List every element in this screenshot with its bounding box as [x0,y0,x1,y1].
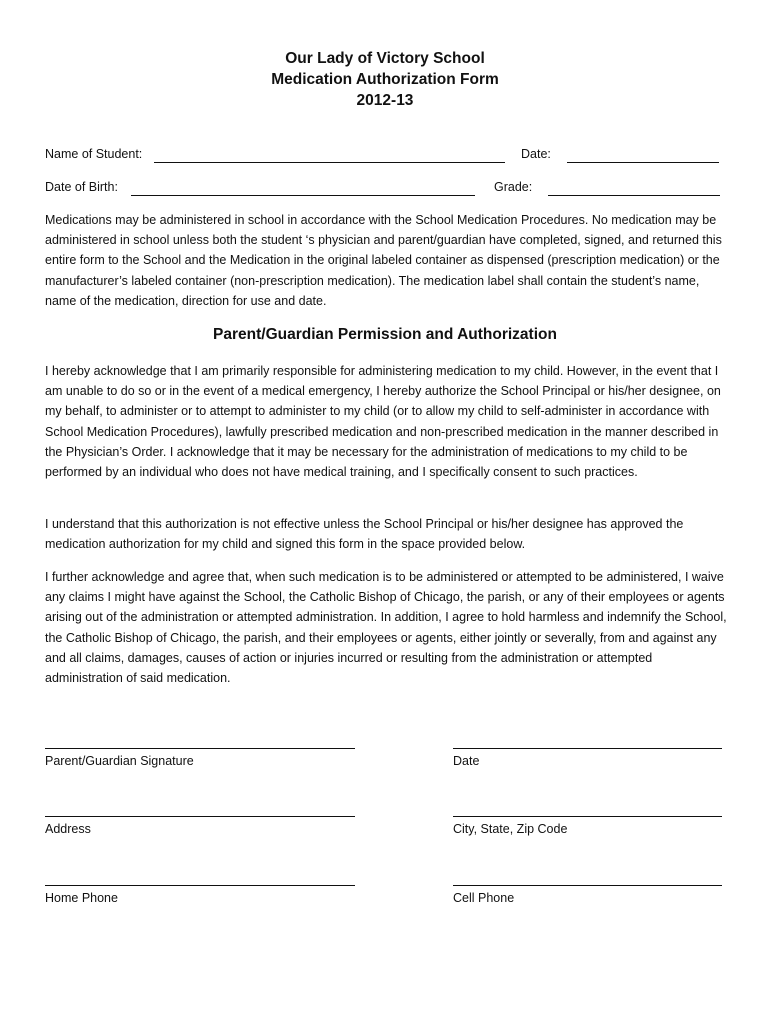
authorization-paragraph-2: I understand that this authorization is not effective unless the School Principal or his/her designee has approved the medication authorization for my child and signed this form in the space provided below. [45,517,684,552]
signature-date-block [453,748,722,768]
school-year: 2012-13 [356,92,414,109]
parent-signature-label: Parent/Guardian Signature [45,754,194,768]
signature-date-field[interactable] [453,748,722,749]
name-of-student-field[interactable] [154,162,505,163]
authorization-paragraph-1: I hereby acknowledge that I am primarily responsible for administering medication to my child. However, in the event that I am unable to do so or in the event of a medical emergency, I hereby authorize the School Principal or his/her designee, on my behalf, to administer or to attempt to administer to my child (or to allow my child to self-administer in accordance with School Medication Procedures), lawfully prescribed medication and non-prescribed medication in the manner described in the Physician’s Order. I acknowledge that it may be necessary for the administration of medications to my child to be performed by an individual who does not have medical training, and I specifically consent to such practices. [45,364,721,480]
intro-paragraph: Medications may be administered in school in accordance with the School Medication Procedures. No medication may be administered in school unless both the student ‘s physician and parent/guardian have completed, signed, and returned this entire form to the School and the Medication in the original labeled container as dispensed (prescription medication) or the manufacturer’s labeled container (non-prescription medication). The medication label shall contain the student’s name, name of the medication, direction for use and date. [45,213,722,308]
form-header [0,48,770,111]
home-phone-label: Home Phone [45,891,118,905]
parent-signature-field[interactable] [45,748,355,749]
date-label: Date: [521,147,551,161]
student-name-row [45,147,725,167]
date-of-birth-field[interactable] [131,195,475,196]
address-field[interactable] [45,816,355,817]
city-state-zip-block [453,816,722,836]
form-title: Medication Authorization Form [271,71,499,88]
authorization-paragraph-3: I further acknowledge and agree that, when such medication is to be administered or attempted to be administered, I waive any claims I might have against the School, the Catholic Bishop of Chicago, the parish, or any of their employees or agents arising out of the administration or attempted administration. In addition, I agree to hold harmless and indemnify the School, the Catholic Bishop of Chicago, the parish, and their employees or agents, either jointly or severally, from and against any and all claims, damages, causes of action or injuries incurred or resulting from the administration or attempted administration of said medication. [45,570,727,686]
section-heading: Parent/Guardian Permission and Authorization [213,326,557,343]
city-state-zip-label: City, State, Zip Code [453,822,568,836]
cell-phone-field[interactable] [453,885,722,886]
birth-grade-row [45,180,725,200]
cell-phone-block [453,885,722,905]
parent-signature-block [45,748,355,768]
signature-date-label: Date [453,754,480,768]
grade-field[interactable] [548,195,720,196]
address-label: Address [45,822,91,836]
home-phone-field[interactable] [45,885,355,886]
date-of-birth-label: Date of Birth: [45,180,118,194]
cell-phone-label: Cell Phone [453,891,515,905]
date-field[interactable] [567,162,719,163]
city-state-zip-field[interactable] [453,816,722,817]
home-phone-block [45,885,355,905]
school-name: Our Lady of Victory School [285,50,485,67]
grade-label: Grade: [494,180,533,194]
name-of-student-label: Name of Student: [45,147,143,161]
address-block [45,816,355,836]
